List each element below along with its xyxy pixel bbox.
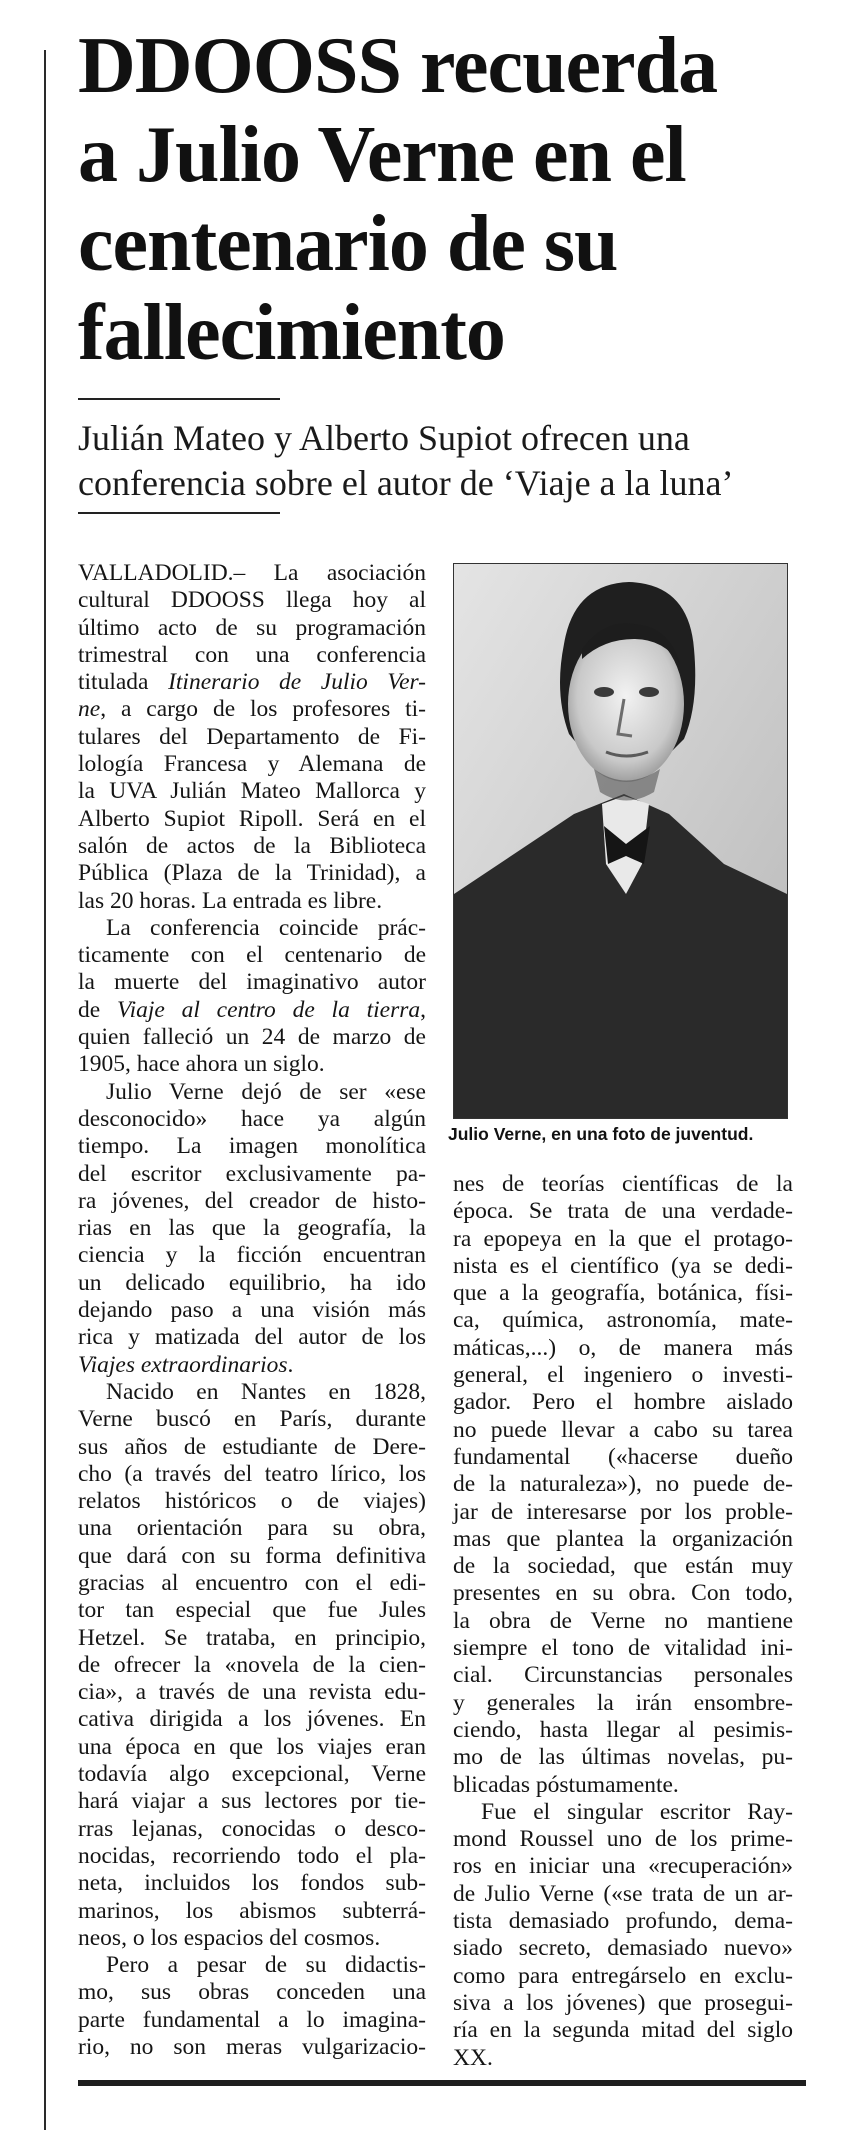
article-line: general, el ingeniero o investi- [453, 1362, 793, 1389]
article-line: una orientación para su obra, [78, 1515, 426, 1542]
article-line: que dará con su forma definitiva [78, 1542, 426, 1569]
subheadline [78, 416, 858, 506]
article-line: que a la geografía, botánica, físi- [453, 1280, 793, 1307]
article-line: ría en la segunda mitad del siglo [453, 2017, 793, 2044]
article-line: gador. Pero el hombre aislado [453, 1389, 793, 1416]
article-line: XX. [453, 2044, 493, 2071]
article-column-right [453, 1171, 793, 2072]
article-line: salón de actos de la Biblioteca [78, 832, 426, 859]
article-line: ros en iniciar una «recuperación» [453, 1853, 793, 1880]
article-line: trimestral con una conferencia [78, 641, 426, 668]
article-line: ticamente con el centenario de [78, 942, 426, 969]
article-line: parte fundamental a lo imagina- [78, 2006, 426, 2033]
article-line: VALLADOLID.– La asociación [78, 560, 426, 586]
article-line: titulada Itinerario de Julio Ver- [78, 669, 427, 696]
article-line: tor tan especial que fue Jules [78, 1597, 426, 1624]
article-line: Julio Verne dejó de ser «ese [106, 1078, 426, 1105]
article-column-left [78, 560, 426, 2061]
italic-title: Viaje al centro de la tierra [116, 996, 421, 1023]
bottom-rule [78, 2080, 806, 2086]
article-line: cativa dirigida a los jóvenes. En [78, 1706, 426, 1733]
article-line: jar de interesarse por los proble- [453, 1498, 793, 1525]
article-line: nes de teorías científicas de la [453, 1171, 793, 1197]
article-line: época. Se trata de una verdade- [453, 1198, 793, 1225]
article-line: blicadas póstumamente. [453, 1771, 679, 1798]
article-line: y generales la irán ensombre- [453, 1689, 793, 1716]
article-line: fundamental («hacerse dueño [453, 1443, 793, 1470]
article-line: una época en que los viajes eran [78, 1733, 426, 1760]
subheadline-line: Julián Mateo y Alberto Supiot ofrecen una [78, 418, 690, 458]
subheadline-line: conferencia sobre el autor de ‘Viaje a la luna’ [78, 463, 734, 503]
article-line: dejando paso a una visión más [78, 1297, 426, 1324]
article-line: mond Roussel uno de los prime- [453, 1826, 793, 1853]
portrait-photo [453, 563, 788, 1119]
article-line: la obra de Verne no mantiene [453, 1607, 793, 1634]
article-line: rio, no son meras vulgarizacio- [78, 2034, 426, 2061]
article-line: siempre el tono de vitalidad ini- [453, 1635, 793, 1662]
article-line: mo, sus obras conceden una [78, 1979, 426, 2006]
article-line: ra jóvenes, del creador de histo- [78, 1187, 426, 1214]
article-line: de la naturaleza»), no puede de- [453, 1471, 793, 1498]
article-line: 1905, hace ahora un siglo. [78, 1051, 325, 1078]
article-line: siva a los jóvenes) que prosegui- [453, 1989, 793, 2016]
headline [78, 22, 838, 378]
article-line: cho (a través del teatro lírico, los [78, 1460, 426, 1487]
subhead-rule-top [78, 398, 280, 400]
article-line: máticas,...) o, de manera más [453, 1334, 793, 1361]
subhead-rule-bottom [78, 512, 280, 514]
italic-title: Itinerario de Julio Ver- [168, 669, 427, 696]
headline-line: DDOOSS recuerda [78, 22, 718, 110]
article-line: lología Francesa y Alemana de [78, 751, 426, 778]
article-line: La conferencia coincide prác- [106, 914, 426, 941]
article-line: la UVA Julián Mateo Mallorca y [78, 778, 426, 805]
article-line: cia», a través de una revista edu- [78, 1679, 426, 1706]
article-line: Pero a pesar de su didactis- [106, 1952, 426, 1979]
article-line: tista demasiado profundo, dema- [453, 1908, 793, 1935]
italic-title: ne [78, 696, 101, 723]
article-line: cial. Circunstancias personales [453, 1662, 793, 1689]
article-line: nista es el científico (ya se dedi- [453, 1252, 793, 1279]
article-line: Hetzel. Se trataba, en principio, [78, 1624, 426, 1651]
article-line: último acto de su programación [78, 614, 426, 641]
headline-line: fallecimiento [78, 289, 505, 377]
article-line: tiempo. La imagen monolítica [78, 1133, 426, 1160]
article-line: ne, a cargo de los profesores ti- [78, 696, 426, 723]
article-line: de ofrecer la «novela de la cien- [78, 1651, 426, 1678]
article-line: relatos históricos o de viajes) [78, 1488, 426, 1515]
article-line: no puede llevar a cabo su tarea [453, 1416, 793, 1443]
article-line: de Viaje al centro de la tierra, [78, 996, 427, 1023]
article-line: un delicado equilibrio, ha ido [78, 1269, 426, 1296]
article-line: marinos, los abismos subterrá- [78, 1897, 426, 1924]
italic-title: Viajes extraordinarios [78, 1351, 288, 1378]
article-line: Viajes extraordinarios. [78, 1351, 294, 1378]
article-line: todavía algo excepcional, Verne [78, 1761, 426, 1788]
article-line: rras lejanas, conocidas o desco- [78, 1815, 426, 1842]
article-line: neta, incluidos los fondos sub- [78, 1870, 426, 1897]
photo-caption: Julio Verne, en una foto de juventud. [448, 1124, 754, 1144]
article-line: ca, química, astronomía, mate- [453, 1307, 793, 1334]
article-line: de Julio Verne («se trata de un ar- [453, 1880, 793, 1907]
article-line: sus años de estudiante de Dere- [78, 1433, 426, 1460]
article-line: las 20 horas. La entrada es libre. [78, 887, 383, 914]
article-line: gracias al encuentro con el edi- [78, 1569, 426, 1596]
article-line: del escritor exclusivamente pa- [78, 1160, 426, 1187]
headline-line: a Julio Verne en el [78, 111, 686, 199]
article-line: ciencia y la ficción encuentran [78, 1242, 426, 1269]
article-line: Verne buscó en París, durante [78, 1406, 426, 1433]
article-line: Alberto Supiot Ripoll. Será en el [78, 805, 426, 832]
article-line: rias en las que la geografía, la [78, 1215, 426, 1242]
article-line: neos, o los espacios del cosmos. [78, 1924, 381, 1951]
headline-line: centenario de su [78, 200, 618, 288]
article-line: rica y matizada del autor de los [78, 1324, 426, 1351]
article-line: ciendo, hasta llegar al pesimis- [453, 1716, 793, 1743]
article-line: quien falleció un 24 de marzo de [78, 1024, 426, 1051]
article-line: hará viajar a sus lectores por tie- [78, 1788, 426, 1815]
article-line: nocidas, recorriendo todo el pla- [78, 1842, 426, 1869]
article-line: mas que plantea la organización [453, 1525, 793, 1552]
article-line: como para entregárselo en exclu- [453, 1962, 793, 1989]
article-line: la muerte del imaginativo autor [78, 969, 426, 996]
article-line: Nacido en Nantes en 1828, [106, 1378, 426, 1405]
article-line: mo de las últimas novelas, pu- [453, 1744, 793, 1771]
article-line: tulares del Departamento de Fi- [78, 723, 426, 750]
article-line: ra epopeya en la que el protago- [453, 1225, 793, 1252]
article-line: de la sociedad, que están muy [453, 1553, 793, 1580]
article-line: presentes en su obra. Con todo, [453, 1580, 793, 1607]
article-line: siado secreto, demasiado nuevo» [453, 1935, 793, 1962]
portrait-image [454, 564, 787, 1118]
article-line: Fue el singular escritor Ray- [481, 1798, 793, 1825]
article-line: cultural DDOOSS llega hoy al [78, 587, 426, 614]
article-line: desconocido» hace ya algún [78, 1105, 426, 1132]
left-column-rule [44, 50, 46, 2130]
article-line: Pública (Plaza de la Trinidad), a [78, 860, 426, 887]
